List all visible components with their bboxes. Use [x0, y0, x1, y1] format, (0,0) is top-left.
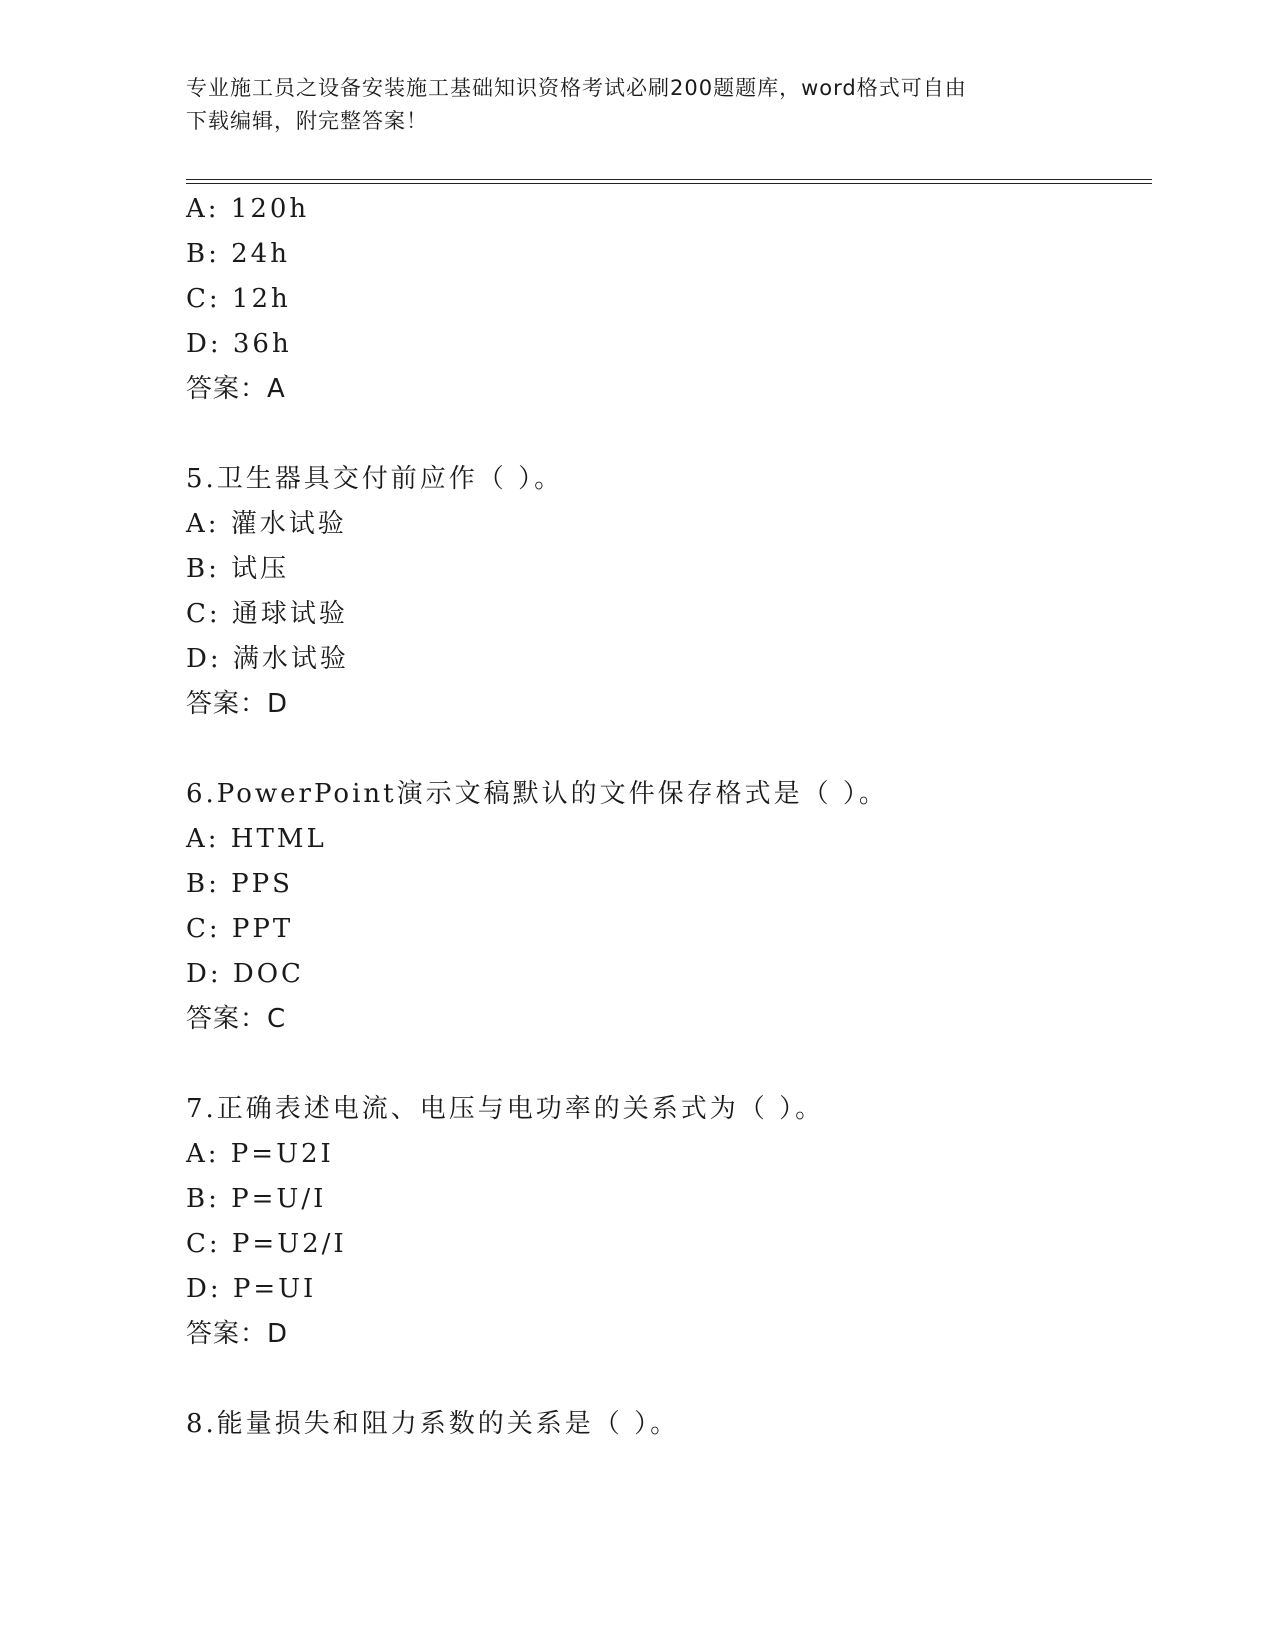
- option-b: B: P=U/I: [186, 1184, 327, 1214]
- option-c: C: 通球试验: [186, 599, 348, 629]
- header-title-line-1: 专业施工员之设备安装施工基础知识资格考试必刷200题题库，word格式可自由: [186, 76, 967, 100]
- question-stem: 7.正确表述电流、电压与电功率的关系式为（ ）。: [186, 1094, 825, 1124]
- option-b: B: PPS: [186, 869, 293, 899]
- header-title-line-2: 下载编辑，附完整答案！: [186, 109, 428, 133]
- option-c: C: PPT: [186, 914, 294, 944]
- header-divider-top: [186, 179, 1152, 180]
- option-a: A: HTML: [186, 824, 327, 854]
- option-c: C: P=U2/I: [186, 1229, 347, 1259]
- question-stem: 5.卫生器具交付前应作（ ）。: [186, 464, 564, 494]
- document-header: [186, 72, 1066, 138]
- answer-line: 答案：A: [186, 374, 286, 404]
- question-stem: 8.能量损失和阻力系数的关系是（ ）。: [186, 1409, 680, 1439]
- question-stem: 6.PowerPoint演示文稿默认的文件保存格式是（ ）。: [186, 779, 888, 809]
- answer-line: 答案：D: [186, 689, 289, 719]
- option-a: A: 灌水试验: [186, 509, 347, 539]
- option-a: A: 120h: [186, 194, 310, 224]
- option-b: B: 24h: [186, 239, 290, 269]
- option-b: B: 试压: [186, 554, 290, 584]
- answer-line: 答案：C: [186, 1004, 287, 1034]
- header-divider-bottom: [186, 183, 1152, 184]
- option-d: D: 满水试验: [186, 644, 349, 674]
- option-a: A: P=U2I: [186, 1139, 334, 1169]
- answer-line: 答案：D: [186, 1319, 289, 1349]
- option-d: D: 36h: [186, 329, 292, 359]
- option-d: D: P=UI: [186, 1274, 317, 1304]
- option-d: D: DOC: [186, 959, 304, 989]
- option-c: C: 12h: [186, 284, 291, 314]
